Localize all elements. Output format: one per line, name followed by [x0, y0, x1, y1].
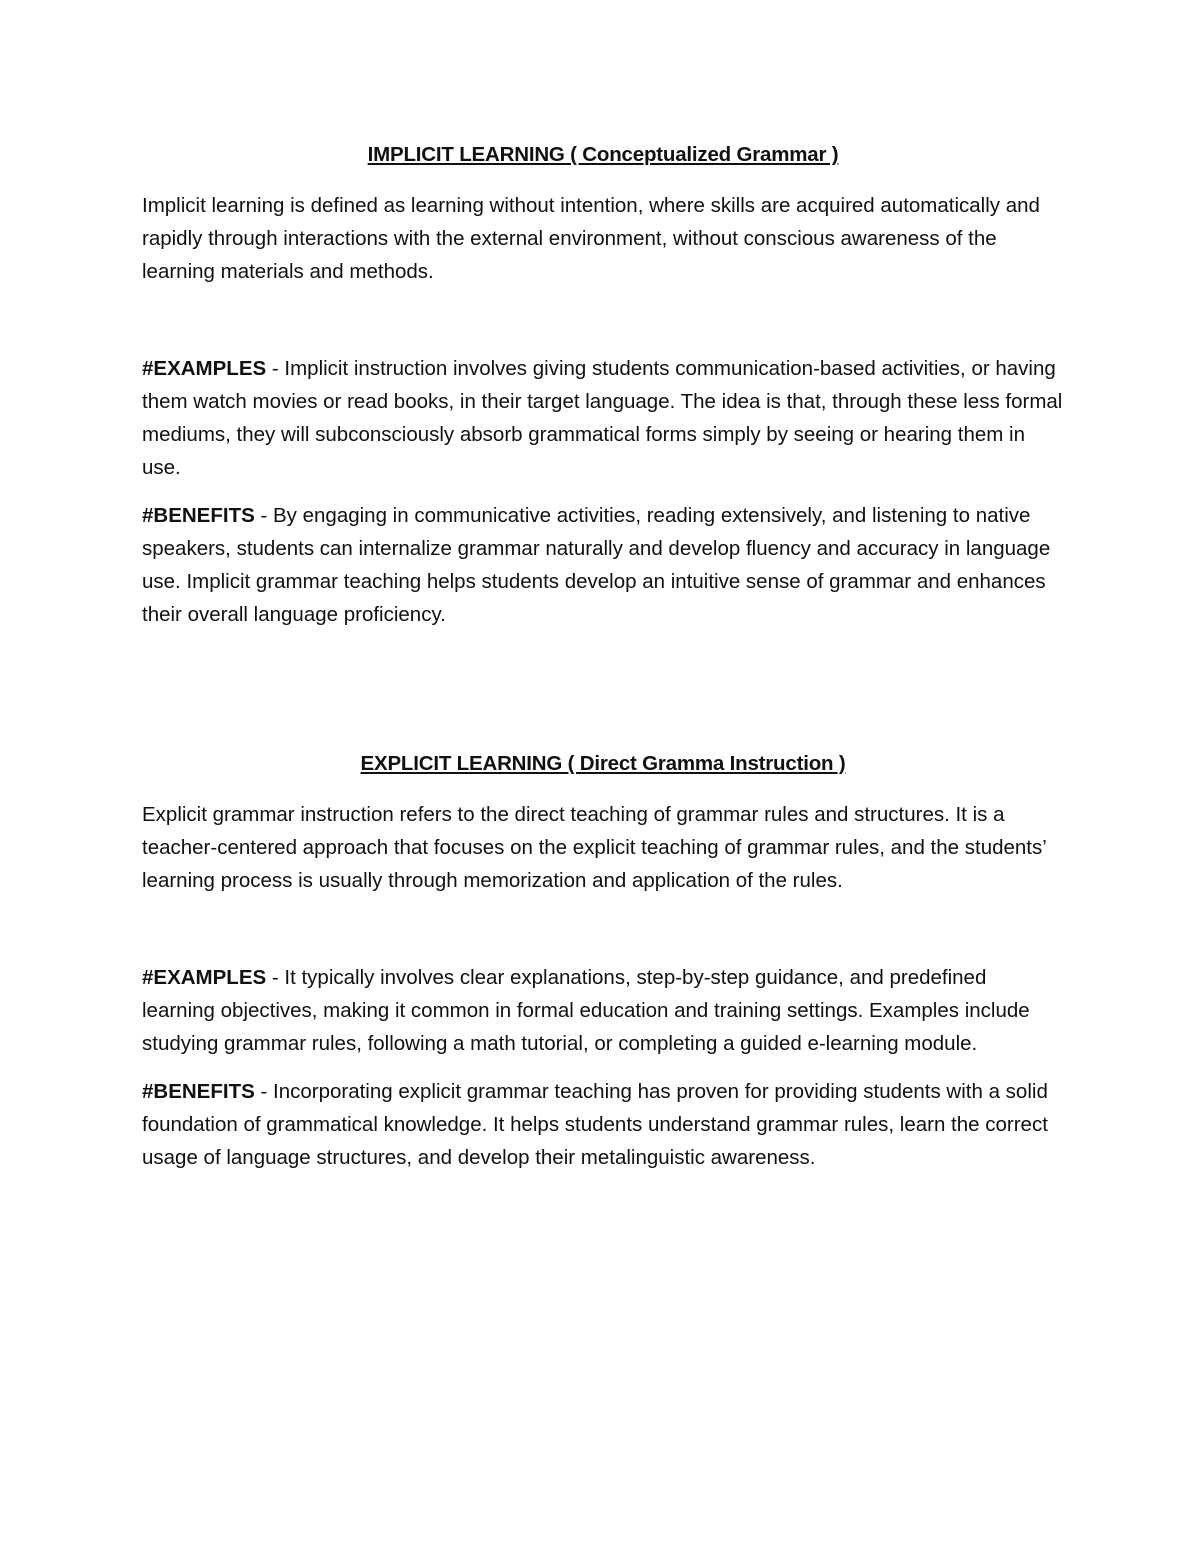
- explicit-examples-text: - It typically involves clear explanations, step-by-step guidance, and predefined learning objectives, making it common in formal education and training settings. Examples include studying grammar rules, following a math tutorial, or completing a guided e-learning module.: [142, 966, 1030, 1055]
- explicit-learning-heading: EXPLICIT LEARNING ( Direct Gramma Instruction ): [360, 752, 846, 775]
- explicit-learning-definition: Explicit grammar instruction refers to the direct teaching of grammar rules and structures. It is a teacher-centered approach that focuses on the explicit teaching of grammar rules, and the students’ learning process is usually through memorization and application of the rules.: [142, 803, 1047, 892]
- implicit-learning-definition: Implicit learning is defined as learning without intention, where skills are acquired automatically and rapidly through interactions with the external environment, without conscious awareness of the learning materials and methods.: [142, 194, 1040, 283]
- explicit-examples-tag: #EXAMPLES: [142, 966, 267, 989]
- explicit-benefits-paragraph: [142, 1075, 1064, 1174]
- implicit-benefits-tag: #BENEFITS: [142, 504, 255, 527]
- implicit-examples-text: - Implicit instruction involves giving students communication-based activities, or having them watch movies or read books, in their target language. The idea is that, through these less formal mediums, they will subconsciously absorb grammatical forms simply by seeing or hearing them in use.: [142, 357, 1063, 479]
- explicit-examples-paragraph: [142, 961, 1064, 1060]
- explicit-benefits-tag: #BENEFITS: [142, 1080, 255, 1103]
- explicit-benefits-text: - Incorporating explicit grammar teaching has proven for providing students with a solid foundation of grammatical knowledge. It helps students understand grammar rules, learn the correct usage of language structures, and develop their metalinguistic awareness.: [142, 1080, 1048, 1169]
- document-body: [142, 138, 1064, 1174]
- implicit-learning-heading: IMPLICIT LEARNING ( Conceptualized Grammar ): [367, 143, 839, 166]
- implicit-benefits-paragraph: [142, 499, 1064, 631]
- implicit-benefits-text: - By engaging in communicative activities, reading extensively, and listening to native speakers, students can internalize grammar naturally and develop fluency and accuracy in language use. Implicit grammar teaching helps students develop an intuitive sense of grammar and enhances their overall language proficiency.: [142, 504, 1051, 626]
- implicit-examples-tag: #EXAMPLES: [142, 357, 267, 380]
- implicit-examples-paragraph: [142, 352, 1064, 484]
